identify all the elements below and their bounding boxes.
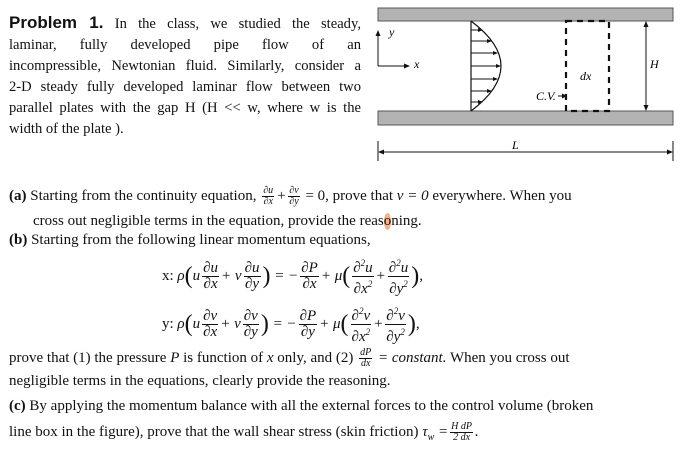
part-b-line-2: prove that (1) the pressure P is function of x only, and (2) $\frac{dP}{dx}$ = constant. When you cross out [9, 347, 570, 369]
part-c-line-1: (c) By applying the momentum balance with all the external forces to the control volume (broken [9, 398, 594, 414]
problem-heading: Problem 1. [9, 13, 104, 32]
part-b-line-3: negligible terms in the equations, clearly provide the reasoning. [9, 373, 391, 389]
y-axis-label: y [389, 25, 395, 39]
x-axis-label: x [414, 57, 420, 71]
highlight-mark: o [383, 213, 392, 229]
bottom-plate [378, 111, 673, 125]
intro-line-3: incompressible, Newtonian fluid. Similarly, consider a [9, 58, 361, 74]
intro-line-2: laminar, fully developed pipe flow of an [9, 37, 361, 53]
part-c-line-2: line box in the figure), prove that the wall shear stress (skin friction) $\tau_w$ = $\frac{\text{H dP}}{2 dx}$ . [9, 421, 479, 443]
part-b-label: (b) [9, 232, 28, 248]
control-volume-box [566, 21, 609, 111]
h-label: H [650, 57, 659, 71]
v-equals-zero: v = 0 [396, 187, 429, 204]
dx-label: dx [580, 69, 592, 83]
part-b-line-1: (b) Starting from the following linear momentum equations, [9, 232, 371, 248]
problem-intro [9, 12, 361, 140]
parallel-plate-figure [365, 0, 689, 165]
velocity-arrows [471, 30, 498, 102]
cv-label: C.V. [536, 89, 556, 103]
l-label: L [512, 138, 519, 152]
part-c-label: (c) [9, 398, 26, 414]
intro-line-4: 2-D steady fully developed laminar flow between two [9, 79, 361, 95]
x-momentum-equation: x: ρ(u $\frac{\partial u}{\partial x}$ + v $\frac{\partial u}{\partial y}$ ) = − $\frac{\partial P}{\partial x}$ + μ( $\frac{\partial^2u}{\partial x^2}$ + $\frac{\partial^2u}{\partial y^2}$ ), [162, 258, 423, 297]
intro-line-1: Problem 1. In the class, we studied the steady, [9, 13, 361, 32]
constant-text: = constant. [378, 349, 447, 366]
y-momentum-equation: y: ρ(u $\frac{\partial v}{\partial x}$ + v $\frac{\partial v}{\partial y}$ ) = − $\frac{\partial P}{\partial y}$ + μ( $\frac{\partial^2v}{\partial x^2}$ + $\frac{\partial^2v}{\partial y^2}$ ), [162, 306, 420, 345]
part-a-label: (a) [9, 187, 27, 204]
part-a-line-1: (a) Starting from the continuity equation, $\frac{\partial u}{\partial x}$ + $\frac{\partial v}{\partial y}$ = 0, prove that v = 0 everywhere. When you [9, 185, 572, 207]
intro-line-6: width of the plate ). [9, 121, 124, 137]
intro-line-5: parallel plates with the gap H (H << w, where w is the [9, 100, 361, 116]
part-a-line-2: cross out negligible terms in the equation, provide the reasoning. [33, 213, 422, 229]
top-plate [378, 8, 673, 21]
